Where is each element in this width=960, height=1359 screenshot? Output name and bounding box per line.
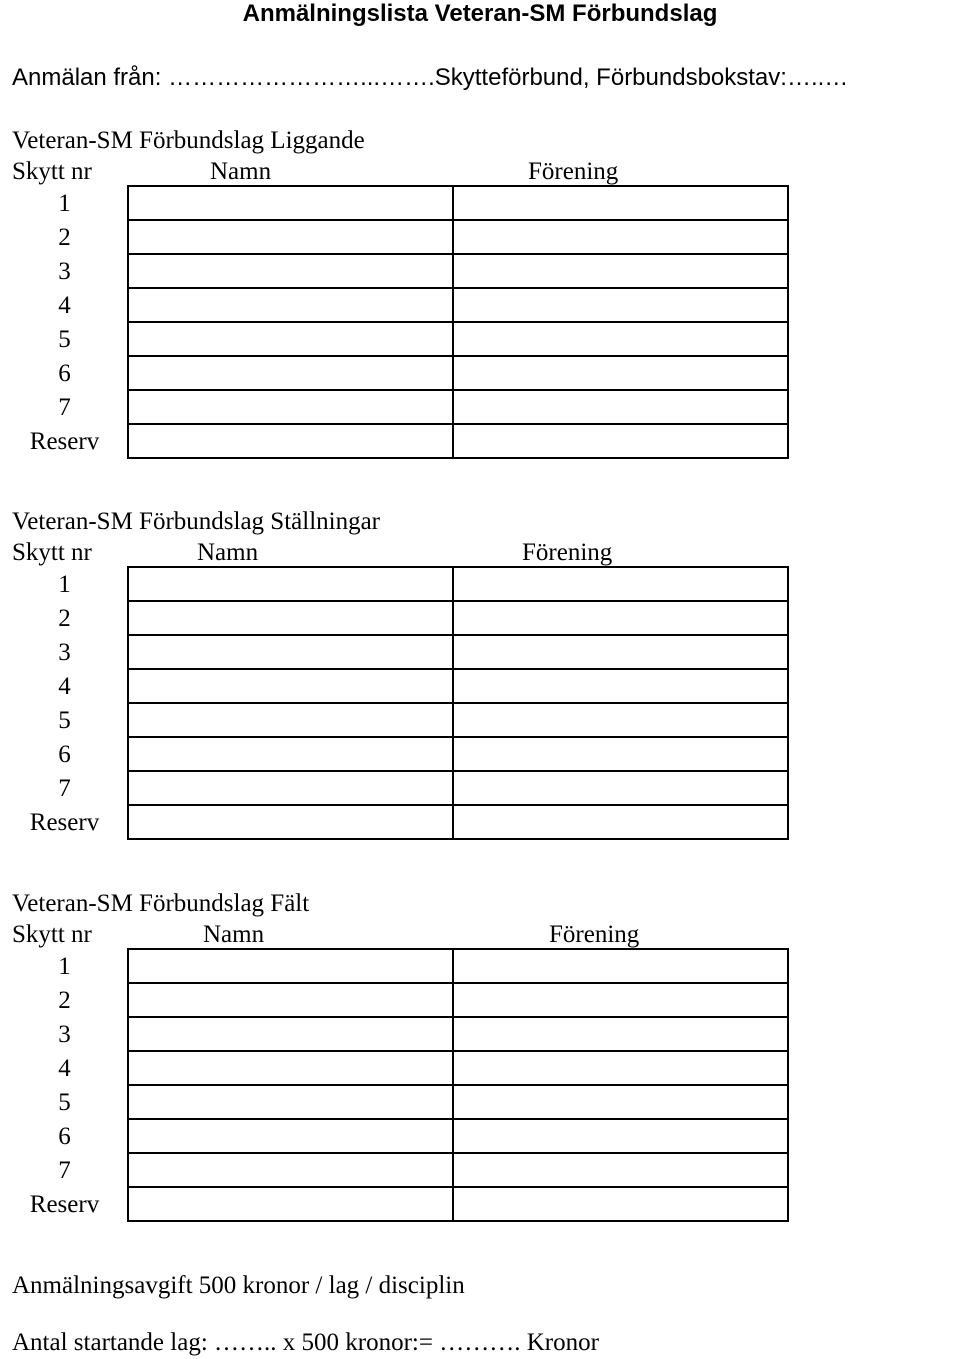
table-row [2,186,788,220]
fee-line: Anmälningsavgift 500 kronor / lag / disciplin [12,1272,465,1299]
club-cell[interactable] [453,737,788,771]
shooter-nr: Reserv [2,805,128,839]
shooter-nr: 7 [2,390,128,424]
club-cell[interactable] [453,390,788,424]
page-title: Anmälningslista Veteran-SM Förbundslag [242,0,718,27]
name-cell[interactable] [128,771,453,805]
club-cell[interactable] [453,949,788,983]
section-title-stallningar: Veteran-SM Förbundslag Ställningar [12,508,381,535]
name-cell[interactable] [128,601,453,635]
shooter-nr: 2 [2,601,128,635]
name-cell[interactable] [128,288,453,322]
table-row [2,1187,788,1221]
table-row [2,390,788,424]
name-cell[interactable] [128,322,453,356]
club-cell[interactable] [453,254,788,288]
shooter-nr: 1 [2,567,128,601]
col-header-name: Namn [210,158,272,185]
table-row [2,1119,788,1153]
shooter-nr: 5 [2,322,128,356]
club-cell[interactable] [453,424,788,458]
name-cell[interactable] [128,635,453,669]
table-row [2,288,788,322]
name-cell[interactable] [128,983,453,1017]
shooter-nr: 4 [2,669,128,703]
name-cell[interactable] [128,703,453,737]
club-cell[interactable] [453,703,788,737]
shooter-nr: 1 [2,186,128,220]
entry-table-liggande [2,185,789,459]
name-cell[interactable] [128,1153,453,1187]
table-row [2,771,788,805]
name-cell[interactable] [128,1119,453,1153]
name-cell[interactable] [128,424,453,458]
shooter-nr: 6 [2,737,128,771]
club-cell[interactable] [453,1051,788,1085]
table-row [2,1051,788,1085]
shooter-nr: 3 [2,635,128,669]
section-title-liggande: Veteran-SM Förbundslag Liggande [12,127,365,154]
shooter-nr: 4 [2,288,128,322]
section-title-falt: Veteran-SM Förbundslag Fält [12,890,310,917]
shooter-nr: 6 [2,1119,128,1153]
shooter-nr: 5 [2,703,128,737]
col-header-nr: Skytt nr [12,158,92,185]
club-cell[interactable] [453,186,788,220]
shooter-nr: 6 [2,356,128,390]
shooter-nr: 5 [2,1085,128,1119]
club-cell[interactable] [453,1187,788,1221]
club-cell[interactable] [453,288,788,322]
name-cell[interactable] [128,1085,453,1119]
name-cell[interactable] [128,805,453,839]
club-cell[interactable] [453,669,788,703]
name-cell[interactable] [128,1187,453,1221]
table-row [2,567,788,601]
table-row [2,805,788,839]
table-row [2,356,788,390]
table-row [2,669,788,703]
shooter-nr: 3 [2,254,128,288]
club-cell[interactable] [453,220,788,254]
col-header-club: Förening [528,158,619,185]
col-header-name: Namn [203,921,265,948]
name-cell[interactable] [128,1051,453,1085]
association-line: Anmälan från: ……………………...…….Skytteförbund, Förbundsbokstav:…..… [12,64,849,91]
entry-table-stallningar [2,566,789,840]
name-cell[interactable] [128,567,453,601]
shooter-nr: 7 [2,771,128,805]
shooter-nr: 7 [2,1153,128,1187]
name-cell[interactable] [128,1017,453,1051]
name-cell[interactable] [128,356,453,390]
name-cell[interactable] [128,254,453,288]
table-row [2,220,788,254]
table-row [2,254,788,288]
club-cell[interactable] [453,983,788,1017]
shooter-nr: 2 [2,220,128,254]
club-cell[interactable] [453,1119,788,1153]
shooter-nr: Reserv [2,424,128,458]
table-row [2,1085,788,1119]
shooter-nr: 4 [2,1051,128,1085]
table-row [2,949,788,983]
col-header-club: Förening [522,539,613,566]
club-cell[interactable] [453,771,788,805]
club-cell[interactable] [453,322,788,356]
shooter-nr: 2 [2,983,128,1017]
name-cell[interactable] [128,186,453,220]
table-row [2,424,788,458]
shooter-nr: 1 [2,949,128,983]
club-cell[interactable] [453,567,788,601]
club-cell[interactable] [453,1017,788,1051]
table-row [2,737,788,771]
club-cell[interactable] [453,1153,788,1187]
club-cell[interactable] [453,601,788,635]
club-cell[interactable] [453,805,788,839]
name-cell[interactable] [128,220,453,254]
entry-table-falt [2,948,789,1222]
name-cell[interactable] [128,390,453,424]
col-header-nr: Skytt nr [12,921,92,948]
club-cell[interactable] [453,1085,788,1119]
table-row [2,601,788,635]
table-row [2,1153,788,1187]
table-row [2,1017,788,1051]
table-row [2,635,788,669]
club-cell[interactable] [453,356,788,390]
shooter-nr: 3 [2,1017,128,1051]
col-header-nr: Skytt nr [12,539,92,566]
shooter-nr: Reserv [2,1187,128,1221]
table-row [2,983,788,1017]
total-line: Antal startande lag: …….. x 500 kronor:= ………. Kronor [12,1329,599,1356]
club-cell[interactable] [453,635,788,669]
col-header-club: Förening [549,921,640,948]
table-row [2,703,788,737]
name-cell[interactable] [128,669,453,703]
name-cell[interactable] [128,737,453,771]
name-cell[interactable] [128,949,453,983]
table-row [2,322,788,356]
col-header-name: Namn [197,539,259,566]
